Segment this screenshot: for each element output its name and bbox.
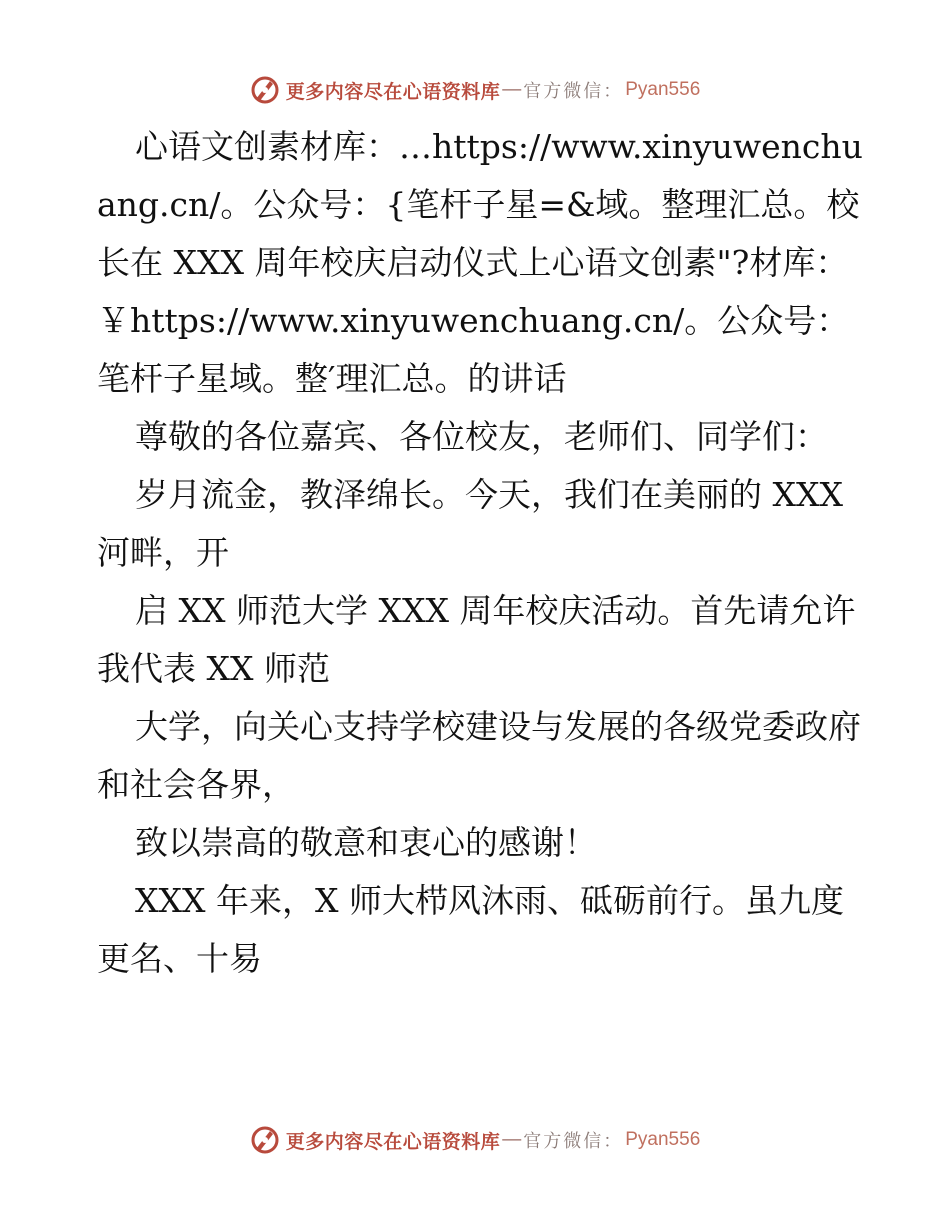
banner-wechat-id: Pyan556 [625, 79, 701, 100]
quill-pen-logo-icon [250, 1125, 280, 1155]
header-banner [0, 70, 950, 110]
footer-banner [0, 1120, 950, 1160]
paragraph-header-source: 心语文创素材库：…https://www.xinyuwenchuang.cn/。公众号：{笔杆子星=&域。整理汇总。校长在 XXX 周年校庆启动仪式上心语文创素"?材库：￥https://www.xinyuwenchuang.cn/。公众号：笔杆子星域。整′理汇总。的讲话 [97, 127, 863, 398]
paragraph-body-2: 启 XX 师范大学 XXX 周年校庆活动。首先请允许我代表 XX 师范 [97, 591, 856, 688]
banner-wechat-label: 官方微信： [523, 1131, 624, 1152]
banner-wechat-id: Pyan556 [625, 1129, 701, 1150]
paragraph-body-4: 致以崇高的敬意和衷心的感谢！ [135, 823, 597, 862]
banner-dash: — [502, 79, 522, 100]
paragraph-body-3: 大学，向关心支持学校建设与发展的各级党委政府和社会各界， [97, 707, 861, 804]
banner-main-text: 更多内容尽在心语资料库 [285, 1130, 501, 1153]
quill-pen-logo-icon [250, 75, 280, 105]
document-body [97, 118, 867, 988]
banner-dash: — [502, 1129, 522, 1150]
paragraph-body-5: XXX 年来，X 师大栉风沐雨、砥砺前行。虽九度更名、十易 [97, 881, 844, 978]
paragraph-salutation: 尊敬的各位嘉宾、各位校友，老师们、同学们： [135, 417, 828, 456]
banner-wechat-label: 官方微信： [523, 81, 624, 102]
paragraph-body-1: 岁月流金，教泽绵长。今天，我们在美丽的 XXX 河畔，开 [97, 475, 843, 572]
banner-main-text: 更多内容尽在心语资料库 [285, 80, 501, 103]
